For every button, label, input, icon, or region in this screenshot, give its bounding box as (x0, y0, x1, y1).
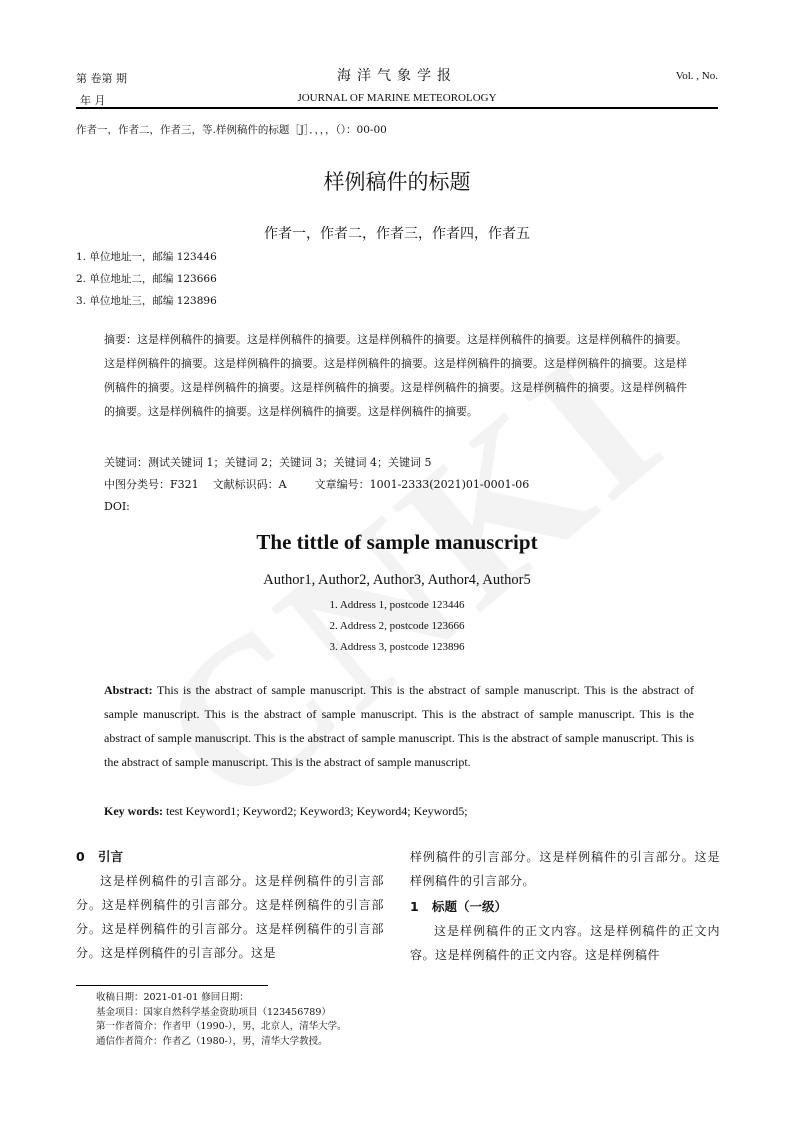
abstract-cn-text: 这是样例稿件的摘要。这是样例稿件的摘要。这是样例稿件的摘要。这是样例稿件的摘要。这是样例稿件的摘要。这是样例稿件的摘要。这是样例稿件的摘要。这是样例稿件的摘要。这是样例稿件的摘要。这是样例稿件的摘要。这是样例稿件的摘要。这是样例稿件的摘要。这是样例稿件的摘要。这是样例稿件的摘要。这是样例稿件的摘要。这是样例稿件的摘要。这是样例稿件的摘要。这是样例稿件的摘要。这是样例稿件的摘要。 (104, 333, 687, 418)
section-number: 0 (76, 849, 85, 864)
article-number-value: 1001-2333(2021)01-0001-06 (369, 478, 530, 491)
clc-value: F321 (170, 478, 199, 491)
affiliation-cn-item: 2. 单位地址二，邮编 123666 (76, 273, 217, 285)
section-title: 标题（一级） (432, 899, 508, 914)
footnotes (96, 991, 347, 1049)
section-number: 1 (410, 899, 419, 914)
footnote-received: 收稿日期：2021-01-01 修回日期： (96, 992, 249, 1003)
doc-code-value: A (278, 478, 287, 491)
footnote-first-author (96, 1020, 347, 1035)
affiliation-cn-item: 1. 单位地址一，邮编 123446 (76, 251, 217, 263)
affiliation-en-item: 1. Address 1, postcode 123446 (329, 599, 465, 611)
affiliation-en-item: 2. Address 2, postcode 123666 (329, 620, 465, 632)
citation-line: 作者一，作者二，作者三，等.样例稿件的标题［J］．，，，（）：00-00 (76, 124, 387, 136)
footnote-rule (76, 985, 268, 986)
title-en: The tittle of sample manuscript (256, 530, 538, 554)
header-volume-en: Vol. , No. (675, 70, 718, 82)
title-cn: 样例稿件的标题 (323, 170, 471, 194)
abstract-en-label: Abstract: (104, 683, 153, 697)
keywords-cn (104, 452, 529, 474)
body-column-left (76, 845, 384, 965)
affiliations-cn (76, 246, 217, 312)
keywords-en (104, 799, 468, 823)
body-column-right (410, 845, 720, 967)
section-heading-1 (410, 895, 720, 919)
article-number-label: 文章编号： (314, 478, 370, 491)
keywords-cn-label: 关键词： (104, 456, 148, 469)
intro-paragraph: 这是样例稿件的引言部分。这是样例稿件的引言部分。这是样例稿件的引言部分。这是样例稿件的引言部分。这是样例稿件的引言部分。这是样例稿件的引言部分。这是样例稿件的引言部分。这是 (76, 874, 384, 960)
affiliation-en-item: 3. Address 3, postcode 123896 (329, 641, 465, 653)
intro-paragraph-continued: 样例稿件的引言部分。这是样例稿件的引言部分。这是样例稿件的引言部分。 (410, 850, 720, 888)
keywords-en-text: test Keyword1; Keyword2; Keyword3; Keyword4; Keyword5; (166, 804, 468, 818)
header-rule (76, 107, 718, 109)
journal-name (200, 66, 594, 106)
header-volume-cn: 第 卷第 期 (76, 72, 127, 85)
footnote-fund: 基金项目：国家自然科学基金资助项目（123456789） (96, 1006, 331, 1018)
section-heading-intro (76, 845, 384, 869)
journal-name-cn: 海洋气象学报 (337, 68, 457, 84)
keywords-en-label: Key words: (104, 804, 163, 818)
doc-code-label: 文献标识码： (212, 478, 279, 491)
affiliation-cn-item: 3. 单位地址三，邮编 123896 (76, 295, 217, 307)
authors-cn: 作者一，作者二，作者三，作者四，作者五 (264, 226, 530, 242)
authors-en: Author1, Author2, Author3, Author4, Author5 (263, 572, 531, 588)
first-author-label: 第一作者简介： (96, 1021, 163, 1032)
doi-line: DOI: (104, 500, 130, 513)
header-issue-cn (76, 68, 127, 112)
abstract-cn (104, 328, 694, 424)
abstract-en (104, 678, 694, 774)
classification-line (104, 474, 529, 496)
section-title: 引言 (98, 849, 124, 864)
clc-label: 中图分类号： (104, 478, 170, 491)
first-author-text: 作者甲（1990-），男，北京人，清华大学。 (162, 1021, 347, 1032)
article-meta-cn (104, 452, 529, 518)
keywords-cn-text: 测试关键词 1；关键词 2；关键词 3；关键词 4；关键词 5 (148, 456, 432, 469)
footnote-corresponding: 通信作者简介：作者乙（1980-），男，清华大学教授。 (96, 1035, 328, 1047)
section-1-paragraph: 这是样例稿件的正文内容。这是样例稿件的正文内容。这是样例稿件的正文内容。这是样例稿件 (410, 924, 720, 962)
affiliations-en (0, 595, 794, 658)
abstract-en-text: This is the abstract of sample manuscript. This is the abstract of sample manuscript. This is the abstract of sample manuscript. This is the abstract of sample manuscript. This is the abstract of sample manuscript. This is the abstract of sample manuscript. This is the abstract of sample manuscript. This is the abstract of sample manuscript. This is the abstract of sample manuscript. This is the abstract of sample manuscript. (104, 683, 694, 769)
journal-name-en: JOURNAL OF MARINE METEOROLOGY (297, 92, 497, 104)
header-date-cn: 年 月 (80, 94, 106, 107)
abstract-cn-label: 摘要： (104, 333, 137, 346)
